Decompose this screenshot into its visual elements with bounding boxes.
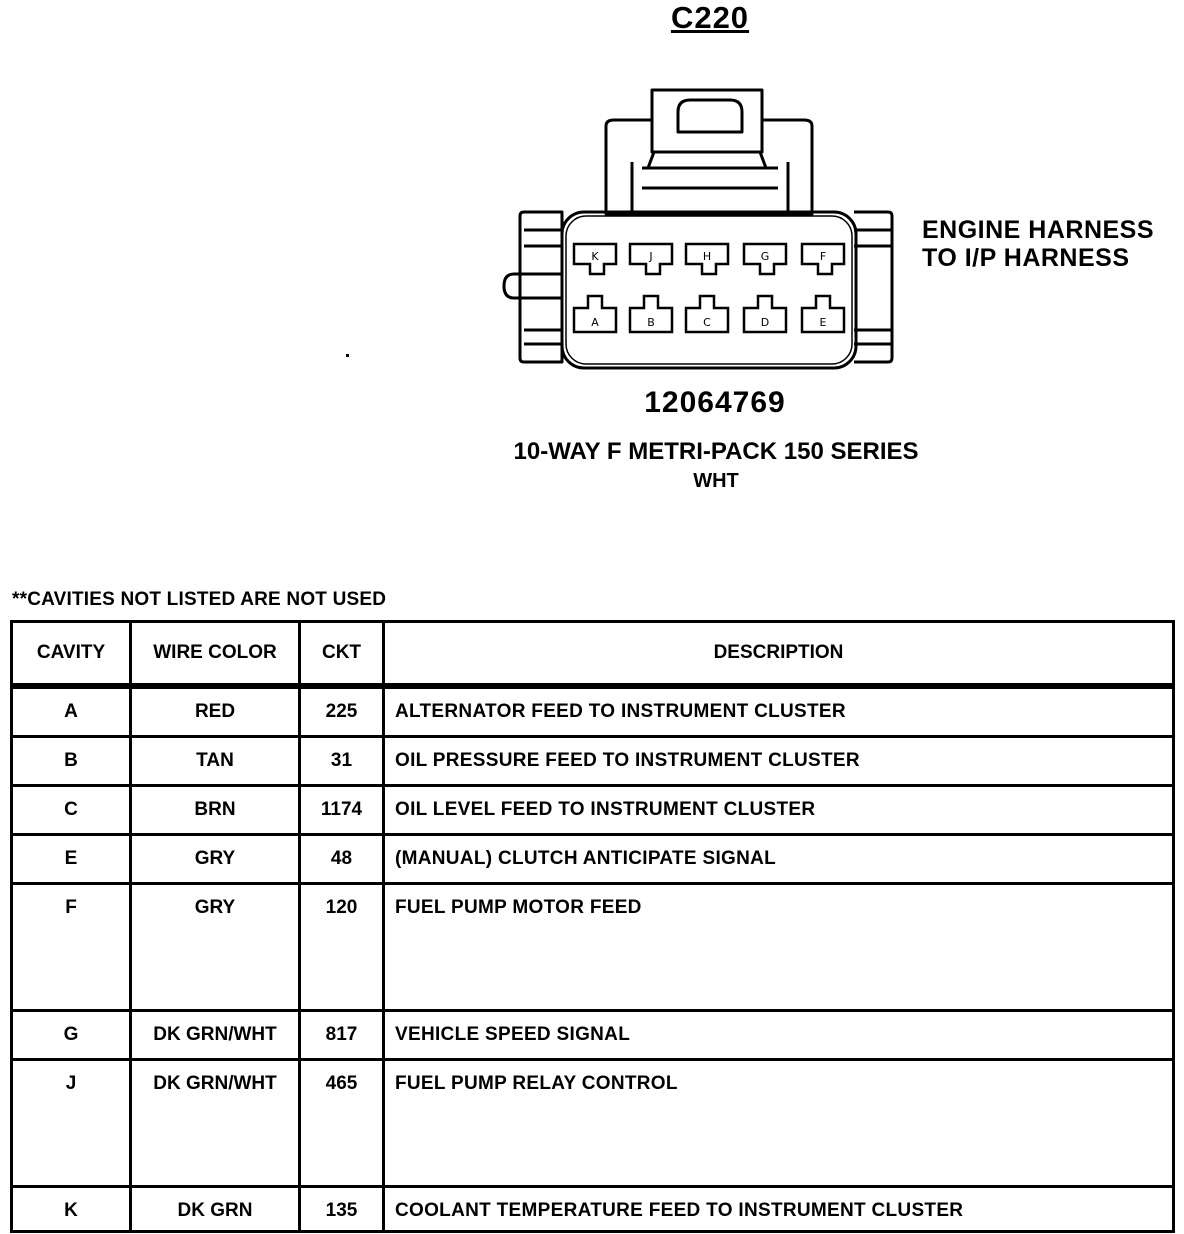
header-cavity: CAVITY xyxy=(12,622,131,687)
cell-ckt: 225 xyxy=(300,686,384,737)
cell-cavity: C xyxy=(12,786,131,835)
cell-description: FUEL PUMP MOTOR FEED xyxy=(384,884,1174,1011)
cavity-label-a: A xyxy=(591,316,599,329)
connector-diagram xyxy=(500,82,900,382)
cell-cavity: G xyxy=(12,1011,131,1060)
connector-series: 10-WAY F METRI-PACK 150 SERIES xyxy=(513,438,919,465)
cell-description: (MANUAL) CLUTCH ANTICIPATE SIGNAL xyxy=(384,835,1174,884)
harness-label xyxy=(922,216,1154,272)
table-row xyxy=(12,786,1174,835)
table-row xyxy=(12,737,1174,786)
cell-cavity: A xyxy=(12,686,131,737)
header-description: DESCRIPTION xyxy=(384,622,1174,687)
cell-cavity: E xyxy=(12,835,131,884)
cavity-label-d: D xyxy=(760,316,770,329)
table-row xyxy=(12,884,1174,1011)
table-row xyxy=(12,1011,1174,1060)
cell-wire-color: DK GRN xyxy=(131,1187,300,1232)
cell-wire-color: DK GRN/WHT xyxy=(131,1011,300,1060)
cell-description: OIL LEVEL FEED TO INSTRUMENT CLUSTER xyxy=(384,786,1174,835)
cell-description: OIL PRESSURE FEED TO INSTRUMENT CLUSTER xyxy=(384,737,1174,786)
cell-description: FUEL PUMP RELAY CONTROL xyxy=(384,1060,1174,1187)
part-number: 12064769 xyxy=(644,386,786,419)
cell-ckt: 135 xyxy=(300,1187,384,1232)
cell-ckt: 120 xyxy=(300,884,384,1011)
cell-description: ALTERNATOR FEED TO INSTRUMENT CLUSTER xyxy=(384,686,1174,737)
cavity-label-g: G xyxy=(760,250,770,263)
cavity-label-b: B xyxy=(647,316,655,329)
pinout-table xyxy=(10,620,1175,1233)
cavity-label-e: E xyxy=(819,316,827,329)
cell-cavity: B xyxy=(12,737,131,786)
cavities-note: **CAVITIES NOT LISTED ARE NOT USED xyxy=(12,589,387,610)
cavity-label-h: H xyxy=(702,250,712,263)
cavity-label-j: J xyxy=(649,250,653,263)
cell-wire-color: GRY xyxy=(131,835,300,884)
cavity-label-f: F xyxy=(819,250,827,263)
table-row xyxy=(12,835,1174,884)
harness-line-2: TO I/P HARNESS xyxy=(922,244,1130,272)
cell-wire-color: TAN xyxy=(131,737,300,786)
cell-wire-color: BRN xyxy=(131,786,300,835)
cell-description: COOLANT TEMPERATURE FEED TO INSTRUMENT CLUSTER xyxy=(384,1187,1174,1232)
connector-title: C220 xyxy=(670,0,750,35)
table-row xyxy=(12,686,1174,737)
cell-ckt: 465 xyxy=(300,1060,384,1187)
cell-wire-color: GRY xyxy=(131,884,300,1011)
table-row xyxy=(12,1187,1174,1232)
harness-line-1: ENGINE HARNESS xyxy=(922,216,1155,244)
stray-dot xyxy=(346,354,349,357)
cell-description: VEHICLE SPEED SIGNAL xyxy=(384,1011,1174,1060)
cell-cavity: K xyxy=(12,1187,131,1232)
cavity-label-c: C xyxy=(703,316,711,329)
cell-ckt: 48 xyxy=(300,835,384,884)
cell-wire-color: DK GRN/WHT xyxy=(131,1060,300,1187)
table-row xyxy=(12,1060,1174,1187)
cell-ckt: 1174 xyxy=(300,786,384,835)
cell-ckt: 31 xyxy=(300,737,384,786)
connector-color: WHT xyxy=(693,470,739,492)
cell-ckt: 817 xyxy=(300,1011,384,1060)
cavity-label-k: K xyxy=(591,250,599,263)
cell-cavity: J xyxy=(12,1060,131,1187)
cell-wire-color: RED xyxy=(131,686,300,737)
header-ckt: CKT xyxy=(300,622,384,687)
cell-cavity: F xyxy=(12,884,131,1011)
header-wire-color: WIRE COLOR xyxy=(131,622,300,687)
table-header-row xyxy=(12,622,1174,687)
